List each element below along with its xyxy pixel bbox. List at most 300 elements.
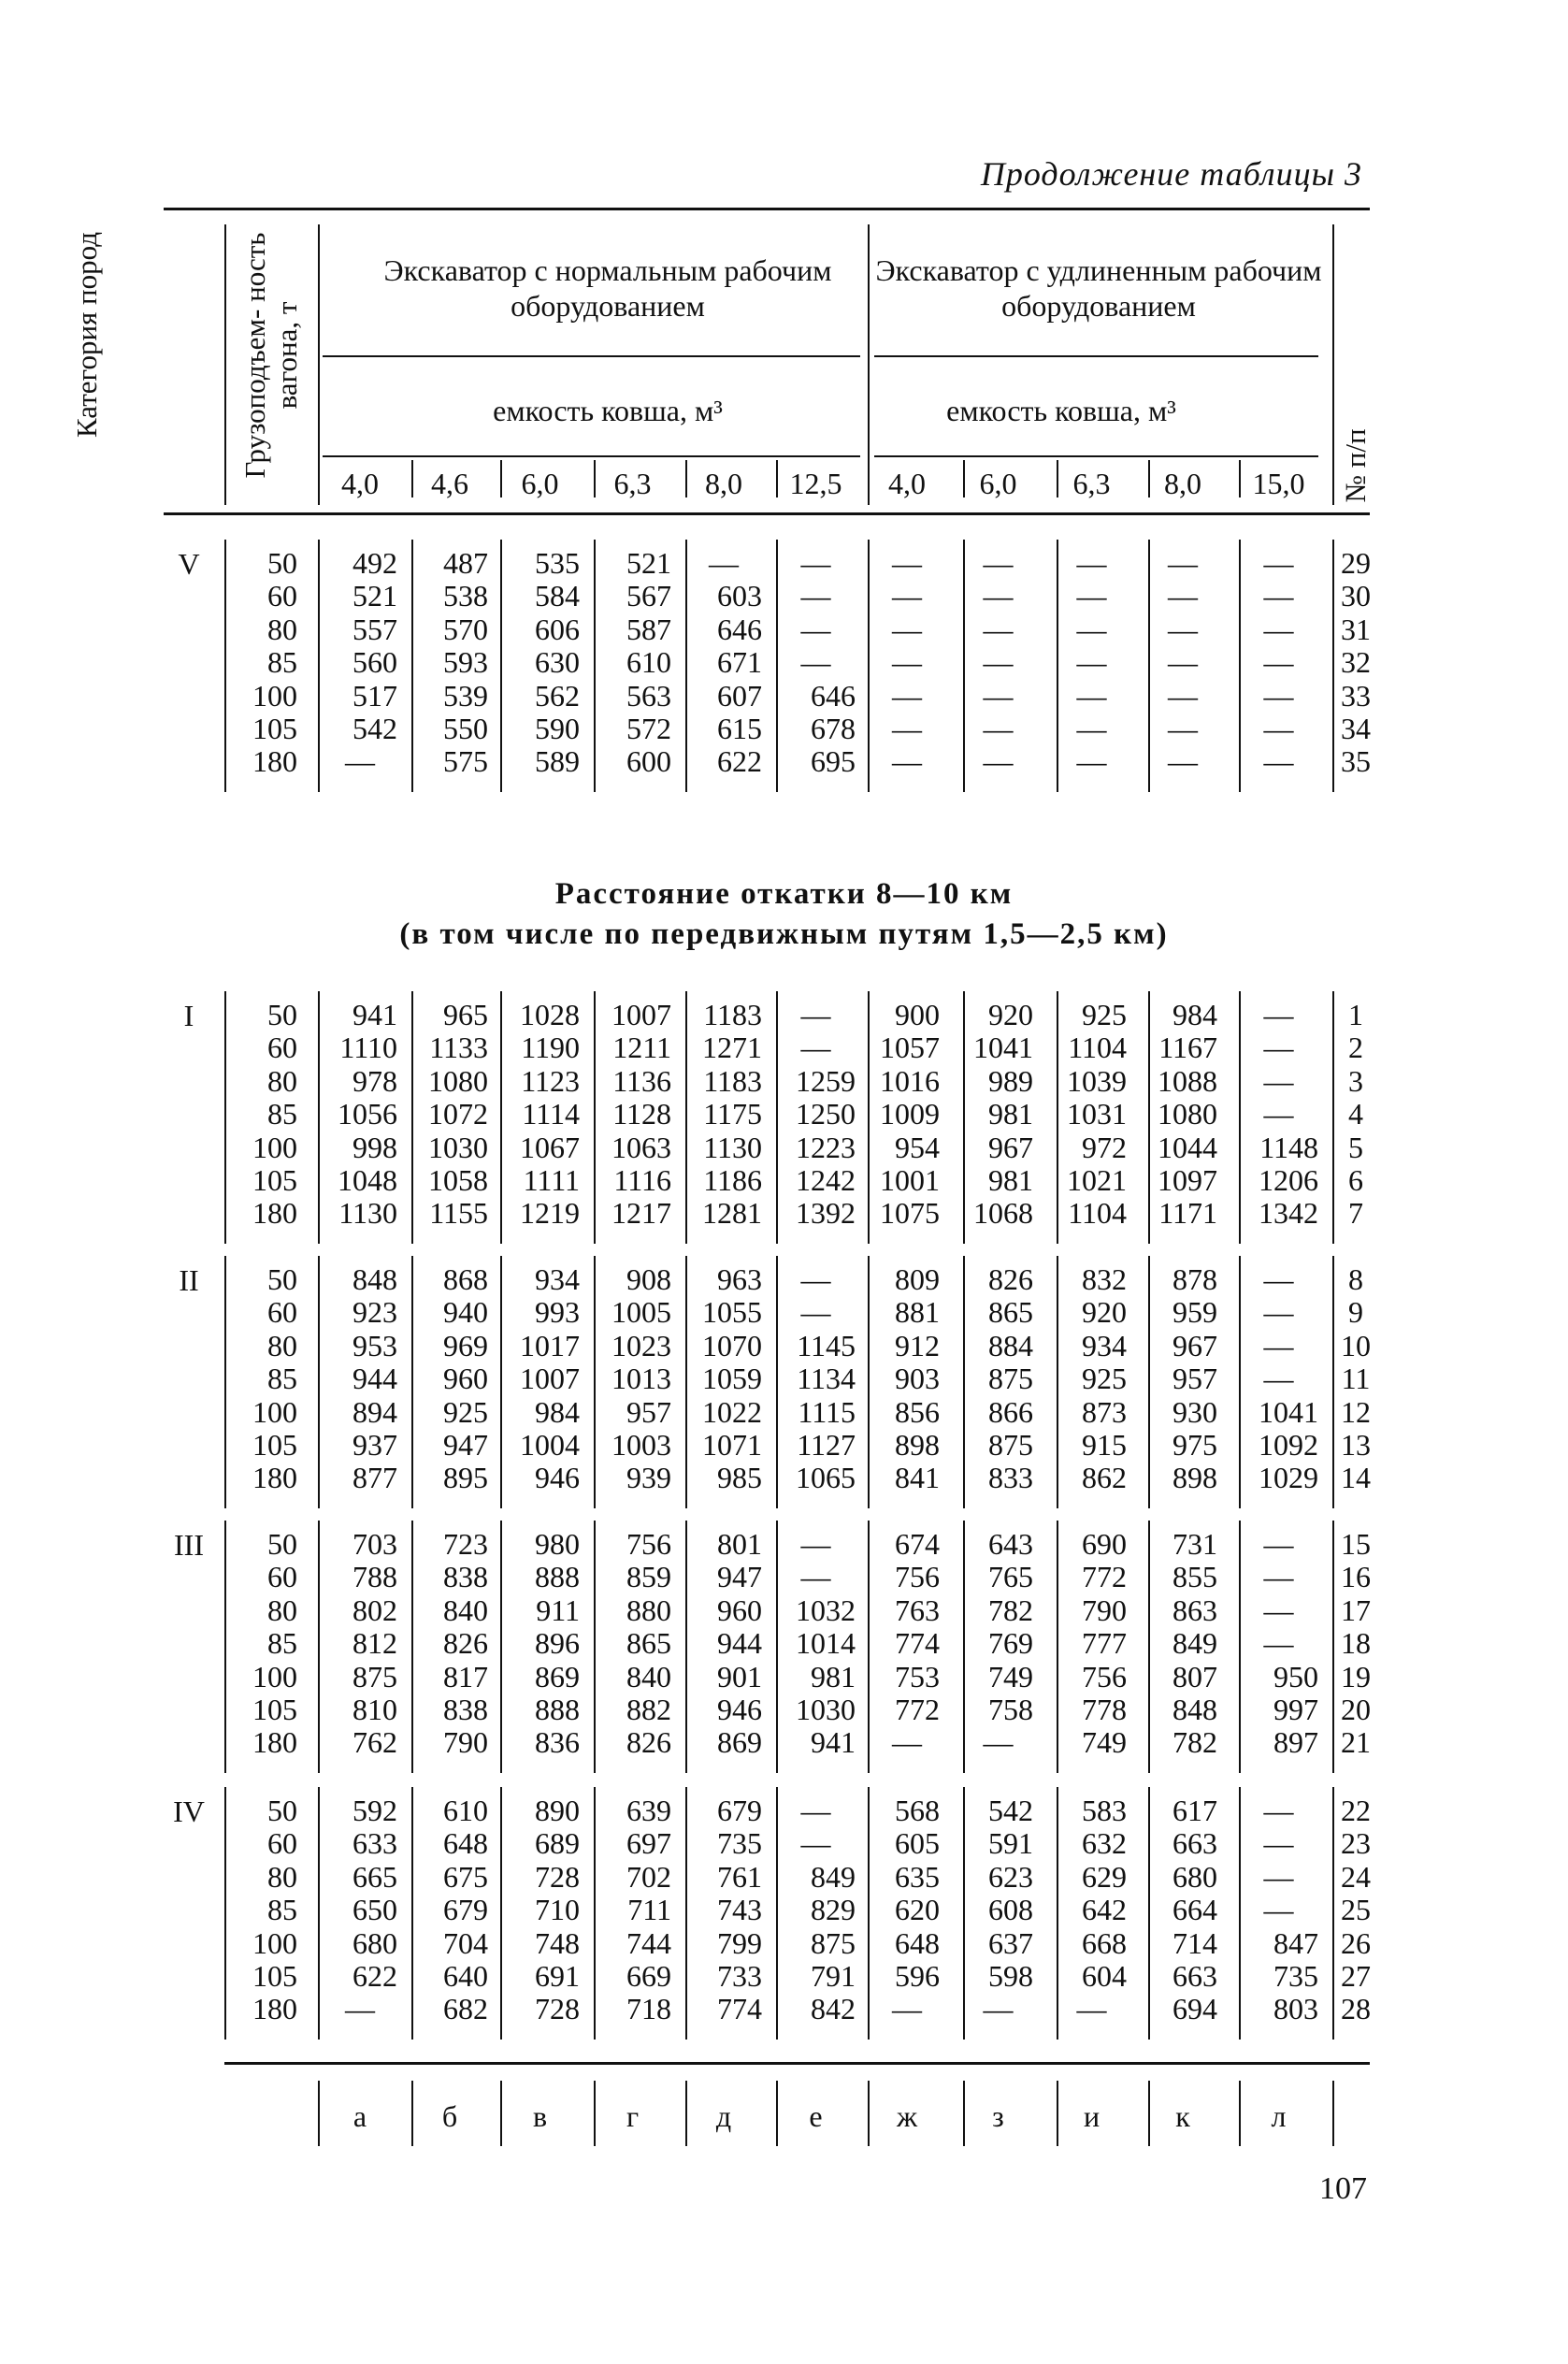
block-ii-value: 953 (352, 1328, 397, 1362)
block-iii-value: 772 (1082, 1560, 1127, 1594)
block-iv-value: 633 (352, 1826, 397, 1861)
block-i-value: 1259 (796, 1063, 856, 1098)
block-ii-value: 1017 (520, 1328, 580, 1362)
block-iii-value: 749 (988, 1659, 1033, 1694)
block-iii-value: 1014 (796, 1626, 856, 1661)
block-v-value: — (983, 612, 1014, 646)
block-ii-value: 868 (443, 1262, 488, 1296)
block-v-value: — (1168, 678, 1198, 713)
block-v-value: — (1168, 744, 1198, 779)
block-iii-load: 85 (267, 1626, 297, 1661)
block-ii-value: 1065 (796, 1461, 856, 1495)
block-ii-value: 884 (988, 1328, 1033, 1362)
block-iii-value: 997 (1273, 1693, 1318, 1726)
header-bucket-long: емкость ковша, м³ (946, 394, 1176, 427)
block-i-value: — (800, 1031, 831, 1065)
block-iii-row-number: 18 (1341, 1626, 1371, 1661)
block-iii-value: 869 (717, 1725, 762, 1760)
block-iv-value: 849 (811, 1859, 856, 1894)
block-iii-value: 826 (626, 1725, 671, 1760)
block-ii-load: 60 (267, 1295, 297, 1330)
block-i-value: 1271 (702, 1031, 762, 1065)
block-iii-value: 723 (443, 1527, 488, 1561)
block-iv-value: — (800, 1794, 831, 1827)
block-v-value: — (892, 744, 922, 779)
block-ii-value: 1115 (798, 1394, 856, 1429)
block-v-value: — (1168, 645, 1198, 680)
bucket-size-label: 6,3 (613, 467, 652, 500)
block-ii-value: 1004 (520, 1428, 580, 1462)
block-v-value: 557 (352, 612, 397, 646)
block-iv-value: 598 (988, 1959, 1033, 1993)
block-iv-value: 629 (1082, 1859, 1127, 1894)
block-i-value: 1080 (1158, 1097, 1217, 1132)
block-i-value: 1148 (1259, 1130, 1318, 1164)
block-iv-row-number: 28 (1341, 1992, 1371, 2026)
block-iii-value: 826 (443, 1626, 488, 1661)
block-i-value: 1088 (1158, 1063, 1217, 1098)
block-iv-value: 799 (717, 1925, 762, 1960)
block-iii-value: 840 (626, 1659, 671, 1694)
block-iv-load: 85 (267, 1893, 297, 1927)
block-ii-divider (224, 1256, 226, 1508)
block-iii-value: 1032 (796, 1593, 856, 1627)
block-ii-value: 1145 (797, 1328, 856, 1362)
block-v-row-number: 35 (1341, 744, 1371, 779)
block-ii-value: — (1263, 1295, 1294, 1330)
bucket-size-label: 4,0 (341, 467, 379, 500)
block-ii-value: 898 (1172, 1461, 1217, 1495)
block-iv-row-number: 24 (1341, 1859, 1371, 1894)
block-iii-load: 100 (252, 1659, 297, 1694)
block-i-value: 900 (895, 998, 940, 1031)
block-i-value: 1058 (428, 1163, 488, 1197)
block-ii-value: 993 (535, 1295, 580, 1330)
block-i-value: 1075 (880, 1196, 940, 1231)
block-ii-value: 877 (352, 1461, 397, 1495)
block-iii-value: 1030 (796, 1693, 856, 1726)
block-v-value: — (800, 612, 831, 646)
block-i-value: 1136 (612, 1063, 671, 1098)
block-ii-value: 944 (352, 1362, 397, 1396)
block-ii-row-number: 9 (1348, 1295, 1363, 1330)
block-iii-row-number: 15 (1341, 1527, 1371, 1561)
block-iii-value: 758 (988, 1693, 1033, 1726)
block-v-value: — (1168, 579, 1198, 613)
block-i-value: 1097 (1158, 1163, 1217, 1197)
block-iv-value: 694 (1172, 1992, 1217, 2026)
block-i-load: 105 (252, 1163, 297, 1197)
block-i-load: 60 (267, 1031, 297, 1065)
block-i-value: 972 (1082, 1130, 1127, 1164)
bucket-size-label: 6,3 (1072, 467, 1111, 500)
block-iv-value: — (1263, 1859, 1294, 1894)
block-iii-value: 756 (895, 1560, 940, 1594)
block-iii-value: 848 (1172, 1693, 1217, 1726)
block-iii-value: 980 (535, 1527, 580, 1561)
column-letter: л (1271, 2099, 1287, 2133)
block-ii-value: 985 (717, 1461, 762, 1495)
block-iv-value: 664 (1172, 1893, 1217, 1927)
block-v-value: — (800, 546, 831, 580)
block-ii-value: 848 (352, 1262, 397, 1296)
block-v-value: — (892, 579, 922, 613)
block-iv-value: 620 (895, 1893, 940, 1927)
block-i-value: 925 (1082, 998, 1127, 1031)
block-ii-value: 947 (443, 1428, 488, 1462)
block-v-value: 570 (443, 612, 488, 646)
block-v-value: — (345, 744, 375, 779)
block-iii-value: 950 (1273, 1659, 1318, 1694)
block-ii-load: 50 (267, 1262, 297, 1296)
block-ii-value: 975 (1172, 1428, 1217, 1462)
block-iii-value: 947 (717, 1560, 762, 1594)
block-v-value: 567 (626, 579, 671, 613)
block-iv-value: — (892, 1992, 922, 2026)
block-i-load: 50 (267, 998, 297, 1031)
block-ii-value: 930 (1172, 1394, 1217, 1429)
header-group-normal: Экскаватор с нормальным рабочим оборудованием (383, 253, 832, 323)
block-v-value: — (892, 712, 922, 745)
block-v-value: 542 (352, 712, 397, 745)
block-ii-value: — (1263, 1362, 1294, 1396)
block-iii-load: 50 (267, 1527, 297, 1561)
block-iii-value: 782 (1172, 1725, 1217, 1760)
block-ii-value: 875 (988, 1428, 1033, 1462)
block-iii-value: 944 (717, 1626, 762, 1661)
block-v-value: 600 (626, 744, 671, 779)
block-ii-value: 1007 (520, 1362, 580, 1396)
block-i-value: 965 (443, 998, 488, 1031)
block-v-category: V (178, 547, 200, 581)
block-iii-row-number: 16 (1341, 1560, 1371, 1594)
block-iv-value: 637 (988, 1925, 1033, 1960)
block-i-divider (868, 991, 870, 1244)
bucket-size-label: 15,0 (1252, 467, 1305, 500)
block-i-value: 1009 (880, 1097, 940, 1132)
block-iv-value: — (345, 1992, 375, 2026)
block-ii-value: 1022 (702, 1394, 762, 1429)
block-i-value: 1133 (429, 1031, 488, 1065)
block-ii-value: 908 (626, 1262, 671, 1296)
block-i-value: 1030 (428, 1130, 488, 1164)
block-v-value: 678 (811, 712, 856, 745)
header-mid-rule-long (874, 355, 1318, 357)
block-i-divider (318, 991, 320, 1244)
block-iii-value: — (1263, 1626, 1294, 1661)
block-v-value: — (983, 744, 1014, 779)
block-iv-value: 761 (717, 1859, 762, 1894)
block-iii-value: 765 (988, 1560, 1033, 1594)
block-iii-value: 836 (535, 1725, 580, 1760)
block-iv-value: 744 (626, 1925, 671, 1960)
block-v-value: 521 (626, 546, 671, 580)
block-iii-value: 960 (717, 1593, 762, 1627)
block-ii-value: 1059 (702, 1362, 762, 1396)
block-v-value: 550 (443, 712, 488, 745)
block-v-value: — (1263, 678, 1294, 713)
block-v-value: 572 (626, 712, 671, 745)
block-iii-value: 753 (895, 1659, 940, 1694)
block-v-value: 671 (717, 645, 762, 680)
footer-divider (318, 2081, 320, 2146)
block-ii-value: 862 (1082, 1461, 1127, 1495)
block-iii-value: — (1263, 1527, 1294, 1561)
block-v-value: — (1263, 546, 1294, 580)
bucket-size-label: 4,6 (431, 467, 468, 500)
block-ii-load: 105 (252, 1428, 297, 1462)
block-iii-load: 105 (252, 1693, 297, 1726)
block-v-load: 60 (267, 579, 297, 613)
block-i-row-number: 6 (1348, 1163, 1363, 1197)
block-v-value: — (1168, 546, 1198, 580)
block-v-value: 538 (443, 579, 488, 613)
block-iii-value: — (1263, 1560, 1294, 1594)
block-v-load: 180 (252, 744, 297, 779)
block-ii-value: — (1263, 1262, 1294, 1296)
block-iv-value: 648 (895, 1925, 940, 1960)
block-iv-value: 710 (535, 1893, 580, 1927)
block-ii-value: 1134 (797, 1362, 856, 1396)
block-i-value: 1130 (338, 1196, 397, 1231)
block-v-value: 575 (443, 744, 488, 779)
block-v-value: — (1263, 612, 1294, 646)
block-v-value: 517 (352, 678, 397, 713)
block-i-value: 1223 (796, 1130, 856, 1164)
block-iii-divider (318, 1521, 320, 1773)
block-iv-value: 842 (811, 1992, 856, 2026)
block-iii-value: 790 (443, 1725, 488, 1760)
block-i-value: 998 (352, 1130, 397, 1164)
block-v-value: — (892, 546, 922, 580)
bucket-size-label: 6,0 (979, 467, 1017, 500)
block-ii-value: 923 (352, 1295, 397, 1330)
block-v-row-number: 30 (1341, 579, 1371, 613)
block-ii-value: 833 (988, 1461, 1033, 1495)
block-ii-value: 1071 (702, 1428, 762, 1462)
block-ii-row-number: 12 (1341, 1394, 1371, 1429)
block-iv-value: 829 (811, 1893, 856, 1927)
block-i-value: 1190 (521, 1031, 580, 1065)
block-v-value: — (1076, 612, 1107, 646)
bucket-size-label: 8,0 (1164, 467, 1201, 500)
block-iii-value: 788 (352, 1560, 397, 1594)
block-ii-row-number: 8 (1348, 1262, 1363, 1296)
block-v-value: 610 (626, 645, 671, 680)
column-letter: в (532, 2099, 548, 2133)
block-ii-value: 957 (626, 1394, 671, 1429)
block-ii-value: 984 (535, 1394, 580, 1429)
block-i-value: — (1263, 1097, 1294, 1132)
block-v-value: 521 (352, 579, 397, 613)
block-v-value: 560 (352, 645, 397, 680)
block-iii-value: 810 (352, 1693, 397, 1726)
block-iii-value: 731 (1172, 1527, 1217, 1561)
block-iv-value: 642 (1082, 1893, 1127, 1927)
block-i-value: 1183 (703, 1063, 762, 1098)
block-iv-value: 735 (1273, 1959, 1318, 1993)
column-letter: з (992, 2099, 1004, 2133)
block-v-value: 587 (626, 612, 671, 646)
block-v-load: 80 (267, 612, 297, 646)
block-v-value: — (1076, 546, 1107, 580)
block-i-value: 1155 (429, 1196, 488, 1231)
block-i-value: — (1263, 1031, 1294, 1065)
block-iii-value: 911 (536, 1593, 580, 1627)
block-iv-value: 728 (535, 1992, 580, 2026)
block-i-value: 1104 (1068, 1031, 1127, 1065)
block-iii-value: — (800, 1560, 831, 1594)
block-iv-value: 635 (895, 1859, 940, 1894)
block-ii-value: 912 (895, 1328, 940, 1362)
block-ii-value: 856 (895, 1394, 940, 1429)
block-i-value: 1116 (613, 1163, 671, 1197)
header-bottom-rule (164, 512, 1370, 515)
block-v-value: — (892, 612, 922, 646)
block-iii-value: — (983, 1725, 1014, 1760)
block-v-value: — (1076, 579, 1107, 613)
block-iv-value: 704 (443, 1925, 488, 1960)
block-ii-value: 1055 (702, 1295, 762, 1330)
block-iv-category: IV (173, 1795, 205, 1828)
block-iv-row-number: 26 (1341, 1925, 1371, 1960)
block-i-value: 920 (988, 998, 1033, 1031)
block-iv-value: 679 (717, 1794, 762, 1827)
block-ii-value: 959 (1172, 1295, 1217, 1330)
block-iii-value: 749 (1082, 1725, 1127, 1760)
block-i-category: I (183, 999, 194, 1032)
block-iv-value: 875 (811, 1925, 856, 1960)
block-ii-value: 934 (1082, 1328, 1127, 1362)
block-i-row-number: 2 (1348, 1031, 1363, 1065)
block-v-row-number: 29 (1341, 546, 1371, 580)
block-ii-value: 920 (1082, 1295, 1127, 1330)
bucket-size-label: 8,0 (705, 467, 742, 500)
block-iv-value: 702 (626, 1859, 671, 1894)
block-ii-value: 1041 (1259, 1394, 1318, 1429)
block-i-value: 1211 (612, 1031, 671, 1065)
block-v-value: 562 (535, 678, 580, 713)
block-ii-value: 903 (895, 1362, 940, 1396)
block-iv-load: 180 (252, 1992, 297, 2026)
block-v-value: 615 (717, 712, 762, 745)
block-v-value: — (800, 579, 831, 613)
block-iv-value: 592 (352, 1794, 397, 1827)
block-iii-value: 859 (626, 1560, 671, 1594)
block-iii-row-number: 19 (1341, 1659, 1371, 1694)
block-iv-value: 733 (717, 1959, 762, 1993)
block-i-value: 1123 (521, 1063, 580, 1098)
block-iv-value: 665 (352, 1859, 397, 1894)
block-i-row-number: 5 (1348, 1130, 1363, 1164)
block-v-value: 593 (443, 645, 488, 680)
block-iv-value: 680 (352, 1925, 397, 1960)
block-ii-value: 894 (352, 1394, 397, 1429)
block-iv-value: 650 (352, 1893, 397, 1927)
column-letter: к (1175, 2099, 1190, 2133)
block-i-value: 1039 (1067, 1063, 1127, 1098)
block-i-value: 1392 (796, 1196, 856, 1231)
block-iv-value: — (1076, 1992, 1107, 2026)
block-iii-value: 703 (352, 1527, 397, 1561)
column-letter: е (809, 2099, 823, 2133)
block-iii-value: 817 (443, 1659, 488, 1694)
block-iii-value: 840 (443, 1593, 488, 1627)
block-v-value: — (983, 645, 1014, 680)
block-iv-value: 748 (535, 1925, 580, 1960)
block-v-value: — (709, 546, 739, 580)
header-capacity: Грузоподъем- ность вагона, т (238, 232, 303, 479)
block-v-value: 487 (443, 546, 488, 580)
block-v-value: — (892, 645, 922, 680)
block-iv-value: 648 (443, 1826, 488, 1861)
block-iv-value: 718 (626, 1992, 671, 2026)
block-i-value: 1028 (520, 998, 580, 1031)
block-ii-value: 875 (988, 1362, 1033, 1396)
block-iii-value: 769 (988, 1626, 1033, 1661)
block-v-value: — (1263, 579, 1294, 613)
block-iii-row-number: 21 (1341, 1725, 1371, 1760)
block-ii-value: 1005 (611, 1295, 671, 1330)
block-iv-value: 728 (535, 1859, 580, 1894)
block-iv-value: 679 (443, 1893, 488, 1927)
block-i-row-number: 7 (1348, 1196, 1363, 1231)
block-v-divider (868, 540, 870, 792)
block-ii-value: 898 (895, 1428, 940, 1462)
block-v-row-number: 33 (1341, 678, 1371, 713)
section-title-line2: (в том числе по передвижным путям 1,5—2,5 км) (399, 917, 1169, 951)
block-i-row-number: 4 (1348, 1097, 1363, 1132)
block-v-load: 50 (267, 546, 297, 580)
header-divider (224, 224, 226, 505)
block-iv-row-number: 25 (1341, 1893, 1371, 1927)
block-ii-value: 878 (1172, 1262, 1217, 1296)
block-iv-divider (318, 1787, 320, 2040)
block-ii-value: 809 (895, 1262, 940, 1296)
block-iv-value: 596 (895, 1959, 940, 1993)
block-iii-divider (868, 1521, 870, 1773)
block-v-value: 584 (535, 579, 580, 613)
block-iii-value: 882 (626, 1693, 671, 1726)
block-ii-value: 960 (443, 1362, 488, 1396)
block-iii-row-number: 20 (1341, 1693, 1371, 1726)
block-iv-value: 632 (1082, 1826, 1127, 1861)
block-iv-value: 669 (626, 1959, 671, 1993)
block-ii-divider (318, 1256, 320, 1508)
block-ii-load: 180 (252, 1461, 297, 1495)
block-i-value: 1281 (702, 1196, 762, 1231)
block-i-value: 1206 (1259, 1163, 1318, 1197)
block-iv-load: 105 (252, 1959, 297, 1993)
block-i-value: 1242 (796, 1163, 856, 1197)
block-iii-value: 946 (717, 1693, 762, 1726)
block-iv-value: — (800, 1826, 831, 1861)
section-title-line1: Расстояние откатки 8—10 км (554, 877, 1014, 911)
block-iv-value: — (1263, 1826, 1294, 1861)
block-v-value: — (1263, 645, 1294, 680)
block-ii-value: 925 (443, 1394, 488, 1429)
block-i-row-number: 1 (1348, 998, 1363, 1031)
block-v-load: 100 (252, 678, 297, 713)
block-ii-value: 1070 (702, 1328, 762, 1362)
block-iii-value: 855 (1172, 1560, 1217, 1594)
block-i-value: 981 (988, 1097, 1033, 1132)
block-v-divider (224, 540, 226, 792)
block-iv-value: 689 (535, 1826, 580, 1861)
block-i-load: 85 (267, 1097, 297, 1132)
block-iii-value: 896 (535, 1626, 580, 1661)
block-v-value: 589 (535, 744, 580, 779)
